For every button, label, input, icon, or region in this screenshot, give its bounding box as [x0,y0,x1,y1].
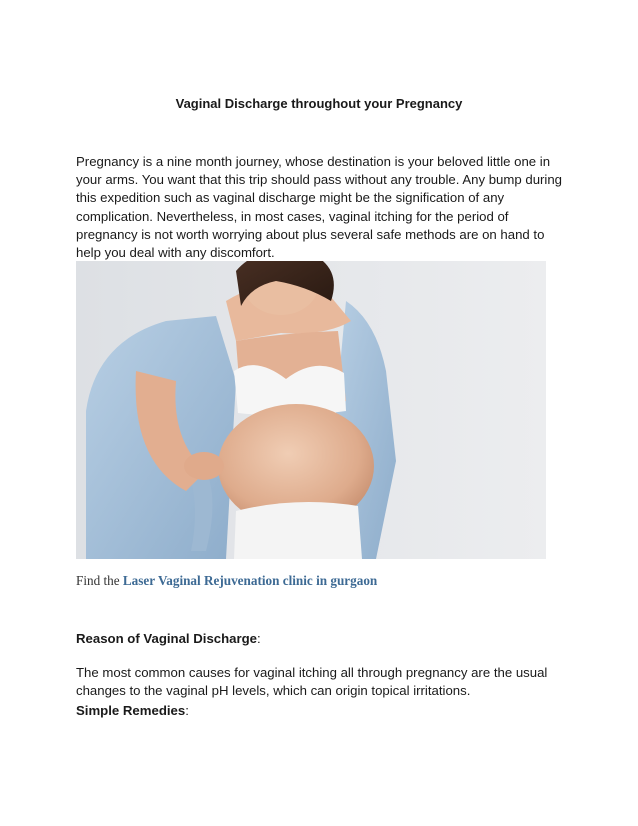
remedies-heading [76,702,189,720]
reason-paragraph: The most common causes for vaginal itching all through pregnancy are the usual changes to the vaginal pH levels, which can origin topical irritations. [76,665,548,698]
link-prefix: Find the [76,573,123,588]
pregnancy-photo [76,261,546,559]
pregnancy-photo-illustration [76,261,546,559]
remedies-heading-text: Simple Remedies [76,703,186,718]
remedies-heading-colon: : [185,703,189,718]
document-title: Vaginal Discharge throughout your Pregnancy [175,96,463,111]
reason-heading [76,630,261,648]
reason-heading-colon: : [257,631,261,646]
intro-paragraph: Pregnancy is a nine month journey, whose destination is your beloved little one in your arms. You want that this trip should pass without any trouble. Any bump during this expedition such as vaginal discharge might be the signification of any complication. Nevertheless, in most cases, vaginal itching for the period of pregnancy is not worth worrying about plus several safe methods are on hand to help you deal with any discomfort. [76,154,563,261]
clinic-link[interactable]: Laser Vaginal Rejuvenation clinic in gurgaon [122,573,378,588]
clinic-link-line [76,572,377,590]
reason-heading-text: Reason of Vaginal Discharge [76,631,258,646]
